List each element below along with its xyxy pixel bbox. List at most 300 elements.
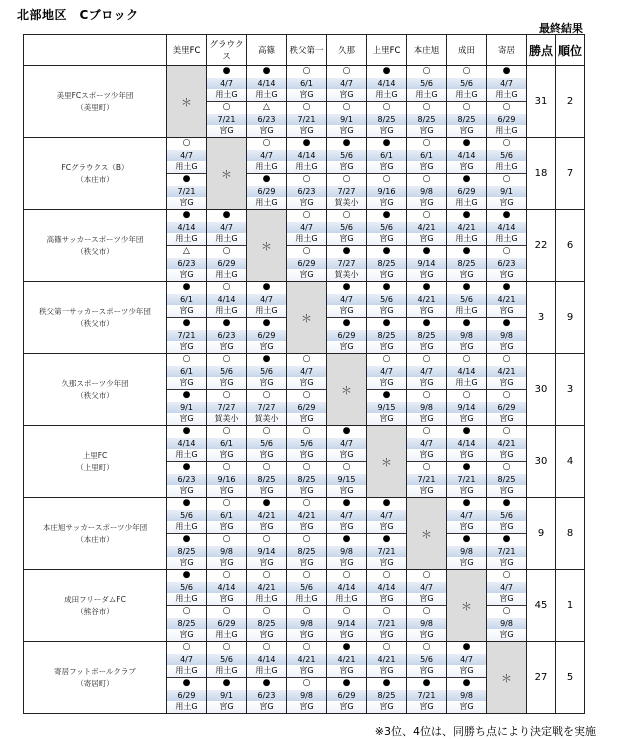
match-date: 9/14 — [447, 402, 486, 414]
match-entry — [247, 101, 286, 137]
match-date: 5/6 — [167, 510, 206, 522]
match-entry — [487, 138, 526, 173]
match-venue: 宮G — [367, 413, 406, 425]
match-venue: 用土G — [167, 233, 206, 245]
match-date: 8/25 — [447, 114, 486, 126]
match-cell — [487, 66, 527, 138]
match-venue: 用土G — [487, 125, 526, 137]
match-venue: 用土G — [167, 701, 206, 713]
points-cell: 30 — [527, 426, 556, 498]
points-cell: 31 — [527, 66, 556, 138]
match-result: ○ — [447, 390, 486, 402]
match-date: 5/6 — [287, 438, 326, 450]
match-venue: 宮G — [247, 449, 286, 461]
match-venue: 用土G — [167, 593, 206, 605]
match-entry — [447, 101, 486, 137]
match-entry — [447, 282, 486, 317]
match-date: 4/7 — [287, 222, 326, 234]
match-entry — [407, 317, 446, 353]
match-date: 6/23 — [287, 186, 326, 198]
match-result: ● — [367, 66, 406, 78]
match-venue: 宮G — [247, 341, 286, 353]
match-result: ○ — [207, 282, 246, 294]
match-venue: 用土G — [407, 89, 446, 101]
match-result: ○ — [207, 426, 246, 438]
match-venue: 宮G — [407, 377, 446, 389]
match-venue: 宮G — [287, 197, 326, 209]
match-date: 4/14 — [167, 222, 206, 234]
match-entry — [367, 389, 406, 425]
match-cell — [447, 642, 487, 714]
match-entry — [487, 570, 526, 605]
points-cell: 30 — [527, 354, 556, 426]
match-entry — [247, 461, 286, 497]
match-entry — [407, 389, 446, 425]
match-entry — [447, 677, 486, 713]
match-result: ○ — [287, 606, 326, 618]
match-venue: 用土G — [167, 521, 206, 533]
table-body — [24, 66, 585, 714]
match-entry — [287, 426, 326, 461]
match-result: ● — [167, 534, 206, 546]
match-entry — [367, 101, 406, 137]
match-cell — [167, 210, 207, 282]
match-cell — [487, 210, 527, 282]
match-date: 4/14 — [367, 78, 406, 90]
match-result: ● — [447, 534, 486, 546]
rank-cell: 4 — [556, 426, 585, 498]
match-result: ○ — [367, 606, 406, 618]
table-row — [24, 498, 585, 570]
match-venue: 宮G — [487, 413, 526, 425]
rank-cell: 8 — [556, 498, 585, 570]
match-venue: 用土G — [207, 89, 246, 101]
match-result: ○ — [327, 570, 366, 582]
match-venue: 宮G — [287, 125, 326, 137]
match-result: ● — [447, 462, 486, 474]
match-venue: 宮G — [367, 629, 406, 641]
match-result: ● — [247, 66, 286, 78]
match-result: ● — [247, 174, 286, 186]
match-venue: 宮G — [487, 305, 526, 317]
match-date: 4/7 — [327, 438, 366, 450]
match-cell — [447, 354, 487, 426]
match-entry — [407, 605, 446, 641]
column-header: 美里FC — [167, 35, 207, 66]
match-venue: 宮G — [407, 269, 446, 281]
match-entry — [367, 173, 406, 209]
match-cell — [167, 138, 207, 210]
match-date: 4/21 — [487, 294, 526, 306]
match-venue: 賀美小 — [327, 197, 366, 209]
match-entry — [487, 210, 526, 245]
match-result: ● — [167, 174, 206, 186]
match-entry — [487, 101, 526, 137]
match-date: 4/14 — [327, 582, 366, 594]
match-venue: 用土G — [247, 89, 286, 101]
match-date: 6/1 — [167, 366, 206, 378]
match-entry — [207, 570, 246, 605]
match-result: ○ — [327, 606, 366, 618]
team-name: 本庄旭サッカースポーツ少年団 — [42, 522, 148, 532]
match-entry — [327, 282, 366, 317]
match-entry — [487, 389, 526, 425]
match-cell — [207, 426, 247, 498]
match-result: ○ — [407, 426, 446, 438]
team-town: （本庄市） — [76, 534, 114, 544]
match-result: ○ — [287, 102, 326, 114]
match-result: ○ — [287, 246, 326, 258]
match-entry — [447, 245, 486, 281]
match-result: ● — [367, 318, 406, 330]
match-result: ○ — [487, 606, 526, 618]
match-date: 4/14 — [447, 438, 486, 450]
match-entry — [207, 354, 246, 389]
match-date: 9/14 — [327, 618, 366, 630]
column-header: 成田 — [447, 35, 487, 66]
match-entry — [247, 282, 286, 317]
self-match-cell: ＊ — [447, 570, 487, 642]
match-entry — [327, 677, 366, 713]
self-match-cell: ＊ — [287, 282, 327, 354]
match-result: ○ — [407, 174, 446, 186]
match-result: ○ — [287, 426, 326, 438]
match-entry — [207, 282, 246, 317]
match-date: 4/21 — [487, 438, 526, 450]
match-result: ○ — [287, 570, 326, 582]
match-venue: 宮G — [367, 341, 406, 353]
team-town: （秩父市） — [76, 246, 114, 256]
match-venue: 宮G — [327, 233, 366, 245]
match-date: 6/1 — [207, 510, 246, 522]
match-result: ● — [167, 282, 206, 294]
match-result: ● — [367, 138, 406, 150]
match-result: ○ — [287, 174, 326, 186]
self-match-cell: ＊ — [367, 426, 407, 498]
match-venue: 宮G — [367, 701, 406, 713]
match-result: ○ — [407, 390, 446, 402]
match-cell — [207, 210, 247, 282]
match-venue: 宮G — [207, 449, 246, 461]
match-result: ○ — [287, 354, 326, 366]
match-venue: 宮G — [407, 161, 446, 173]
match-result: ● — [167, 570, 206, 582]
match-venue: 宮G — [207, 341, 246, 353]
match-entry — [407, 354, 446, 389]
match-entry — [487, 245, 526, 281]
match-entry — [327, 426, 366, 461]
match-date: 6/29 — [327, 330, 366, 342]
match-entry — [327, 138, 366, 173]
match-cell — [447, 210, 487, 282]
match-date: 8/25 — [167, 546, 206, 558]
match-cell — [407, 138, 447, 210]
match-venue: 用土G — [167, 665, 206, 677]
match-entry — [487, 533, 526, 569]
match-entry — [247, 570, 286, 605]
match-result: ● — [247, 318, 286, 330]
match-result: ● — [367, 498, 406, 510]
match-entry — [487, 498, 526, 533]
column-header: 寄居 — [487, 35, 527, 66]
match-cell — [407, 354, 447, 426]
match-date: 9/15 — [367, 402, 406, 414]
match-entry — [207, 66, 246, 101]
match-date: 4/7 — [247, 294, 286, 306]
match-result: ● — [327, 498, 366, 510]
match-entry — [327, 210, 366, 245]
match-date: 6/1 — [367, 150, 406, 162]
match-result: ○ — [407, 570, 446, 582]
match-result: ○ — [167, 354, 206, 366]
points-cell: 9 — [527, 498, 556, 570]
match-date: 9/8 — [407, 618, 446, 630]
points-cell: 27 — [527, 642, 556, 714]
match-entry — [407, 426, 446, 461]
match-date: 4/7 — [487, 582, 526, 594]
match-entry — [207, 605, 246, 641]
match-cell — [447, 138, 487, 210]
match-result: ○ — [407, 642, 446, 654]
match-venue: 宮G — [247, 557, 286, 569]
match-entry — [367, 138, 406, 173]
match-entry — [287, 389, 326, 425]
match-venue: 用土G — [207, 665, 246, 677]
match-date: 9/8 — [407, 186, 446, 198]
match-venue: 賀美小 — [207, 413, 246, 425]
match-cell — [287, 66, 327, 138]
match-venue: 宮G — [207, 521, 246, 533]
match-cell — [407, 210, 447, 282]
match-venue: 宮G — [447, 125, 486, 137]
table-row — [24, 426, 585, 498]
match-venue: 宮G — [207, 701, 246, 713]
match-result: ● — [167, 498, 206, 510]
match-result: ○ — [327, 210, 366, 222]
match-date: 9/8 — [287, 618, 326, 630]
match-entry — [367, 677, 406, 713]
self-match-cell: ＊ — [327, 354, 367, 426]
match-result: ● — [447, 138, 486, 150]
match-result: ○ — [247, 426, 286, 438]
match-entry — [167, 210, 206, 245]
match-date: 7/21 — [207, 114, 246, 126]
footnote: ※3位、4位は、同勝ち点により決定戦を実施 — [374, 725, 596, 738]
match-result: ○ — [327, 174, 366, 186]
match-venue: 宮G — [407, 665, 446, 677]
match-entry — [327, 66, 366, 101]
rank-cell: 3 — [556, 354, 585, 426]
match-result: ● — [327, 246, 366, 258]
match-entry — [167, 282, 206, 317]
match-venue: 宮G — [207, 125, 246, 137]
match-venue: 宮G — [327, 557, 366, 569]
match-result: ● — [487, 534, 526, 546]
match-result: ● — [167, 210, 206, 222]
match-result: ○ — [487, 426, 526, 438]
match-cell — [247, 354, 287, 426]
match-date: 8/25 — [287, 474, 326, 486]
match-date: 6/23 — [247, 114, 286, 126]
match-date: 4/14 — [247, 654, 286, 666]
match-venue: 宮G — [447, 521, 486, 533]
match-result: ○ — [327, 66, 366, 78]
match-cell — [367, 66, 407, 138]
match-cell — [247, 282, 287, 354]
team-name-cell — [24, 642, 167, 714]
rank-header: 順位 — [556, 35, 585, 66]
team-name-cell — [24, 426, 167, 498]
match-result: ● — [167, 426, 206, 438]
match-date: 6/29 — [487, 114, 526, 126]
match-entry — [367, 605, 406, 641]
match-result: ○ — [447, 354, 486, 366]
match-cell — [207, 570, 247, 642]
match-result: ● — [247, 678, 286, 690]
match-venue: 宮G — [327, 665, 366, 677]
match-venue: 用土G — [287, 161, 326, 173]
match-venue: 宮G — [167, 485, 206, 497]
match-venue: 宮G — [327, 125, 366, 137]
match-entry — [287, 354, 326, 389]
points-cell: 22 — [527, 210, 556, 282]
match-venue: 宮G — [327, 701, 366, 713]
match-venue: 用土G — [447, 377, 486, 389]
match-result: ○ — [447, 66, 486, 78]
match-cell — [447, 66, 487, 138]
match-date: 4/7 — [247, 150, 286, 162]
match-date: 8/25 — [367, 258, 406, 270]
match-venue: 宮G — [447, 269, 486, 281]
match-entry — [327, 461, 366, 497]
match-result: ○ — [207, 354, 246, 366]
match-result: ○ — [367, 354, 406, 366]
match-entry — [207, 245, 246, 281]
match-venue: 宮G — [367, 593, 406, 605]
match-result: ● — [367, 246, 406, 258]
match-date: 4/21 — [407, 222, 446, 234]
match-entry — [207, 498, 246, 533]
match-entry — [247, 389, 286, 425]
team-name-cell — [24, 570, 167, 642]
match-date: 7/21 — [447, 474, 486, 486]
match-venue: 宮G — [487, 593, 526, 605]
team-name: 秩父第一サッカースポーツ少年団 — [39, 306, 151, 316]
match-entry — [327, 245, 366, 281]
match-cell — [407, 570, 447, 642]
match-venue: 宮G — [327, 449, 366, 461]
match-result: ● — [447, 318, 486, 330]
match-result: ○ — [167, 606, 206, 618]
match-cell — [407, 426, 447, 498]
match-date: 9/8 — [487, 330, 526, 342]
match-date: 6/1 — [287, 78, 326, 90]
match-result: ○ — [367, 642, 406, 654]
match-result: ○ — [247, 138, 286, 150]
match-cell — [327, 138, 367, 210]
match-venue: 宮G — [247, 629, 286, 641]
match-result: ● — [367, 210, 406, 222]
match-cell — [167, 570, 207, 642]
match-entry — [327, 605, 366, 641]
match-venue: 宮G — [487, 629, 526, 641]
match-entry — [407, 570, 446, 605]
team-name: FCグラウクス（B） — [61, 162, 129, 172]
match-date: 5/6 — [327, 222, 366, 234]
match-date: 9/8 — [407, 402, 446, 414]
match-result: ● — [447, 174, 486, 186]
match-venue: 宮G — [407, 233, 446, 245]
match-date: 6/1 — [167, 294, 206, 306]
match-date: 6/29 — [327, 690, 366, 702]
match-result: ● — [327, 678, 366, 690]
match-venue: 宮G — [487, 557, 526, 569]
match-date: 8/25 — [407, 114, 446, 126]
table-row — [24, 570, 585, 642]
team-name-cell — [24, 498, 167, 570]
match-venue: 用土G — [447, 89, 486, 101]
match-date: 6/29 — [447, 186, 486, 198]
match-date: 9/8 — [447, 546, 486, 558]
column-header: 上里FC — [367, 35, 407, 66]
match-venue: 宮G — [367, 305, 406, 317]
match-entry — [367, 245, 406, 281]
match-date: 4/14 — [287, 150, 326, 162]
team-town: （美里町） — [76, 102, 114, 112]
match-result: ○ — [167, 642, 206, 654]
match-cell — [407, 282, 447, 354]
match-venue: 用土G — [247, 593, 286, 605]
match-entry — [407, 138, 446, 173]
match-date: 4/21 — [287, 510, 326, 522]
match-venue: 宮G — [447, 449, 486, 461]
match-venue: 宮G — [287, 89, 326, 101]
match-cell — [167, 282, 207, 354]
header-row — [24, 35, 585, 66]
match-venue: 宮G — [407, 701, 446, 713]
team-name: 高篠サッカースポーツ少年団 — [46, 234, 144, 244]
table-row — [24, 210, 585, 282]
match-date: 7/27 — [327, 186, 366, 198]
match-entry — [247, 426, 286, 461]
match-cell — [367, 282, 407, 354]
final-results-label: 最終結果 — [539, 22, 583, 35]
match-venue: 宮G — [167, 341, 206, 353]
match-venue: 宮G — [207, 377, 246, 389]
match-venue: 宮G — [247, 485, 286, 497]
match-date: 8/25 — [407, 330, 446, 342]
match-date: 4/14 — [207, 582, 246, 594]
match-date: 7/21 — [167, 186, 206, 198]
match-date: 5/6 — [487, 150, 526, 162]
column-header: 高篠 — [247, 35, 287, 66]
match-entry — [487, 461, 526, 497]
match-venue: 用土G — [247, 665, 286, 677]
match-cell — [207, 282, 247, 354]
match-entry — [167, 605, 206, 641]
match-date: 5/6 — [247, 366, 286, 378]
match-result: ○ — [207, 246, 246, 258]
match-entry — [367, 533, 406, 569]
match-entry — [247, 354, 286, 389]
match-entry — [207, 317, 246, 353]
match-date: 6/23 — [207, 330, 246, 342]
match-entry — [487, 173, 526, 209]
match-date: 4/7 — [367, 366, 406, 378]
match-result: ○ — [367, 174, 406, 186]
rank-cell: 5 — [556, 642, 585, 714]
match-cell — [207, 66, 247, 138]
